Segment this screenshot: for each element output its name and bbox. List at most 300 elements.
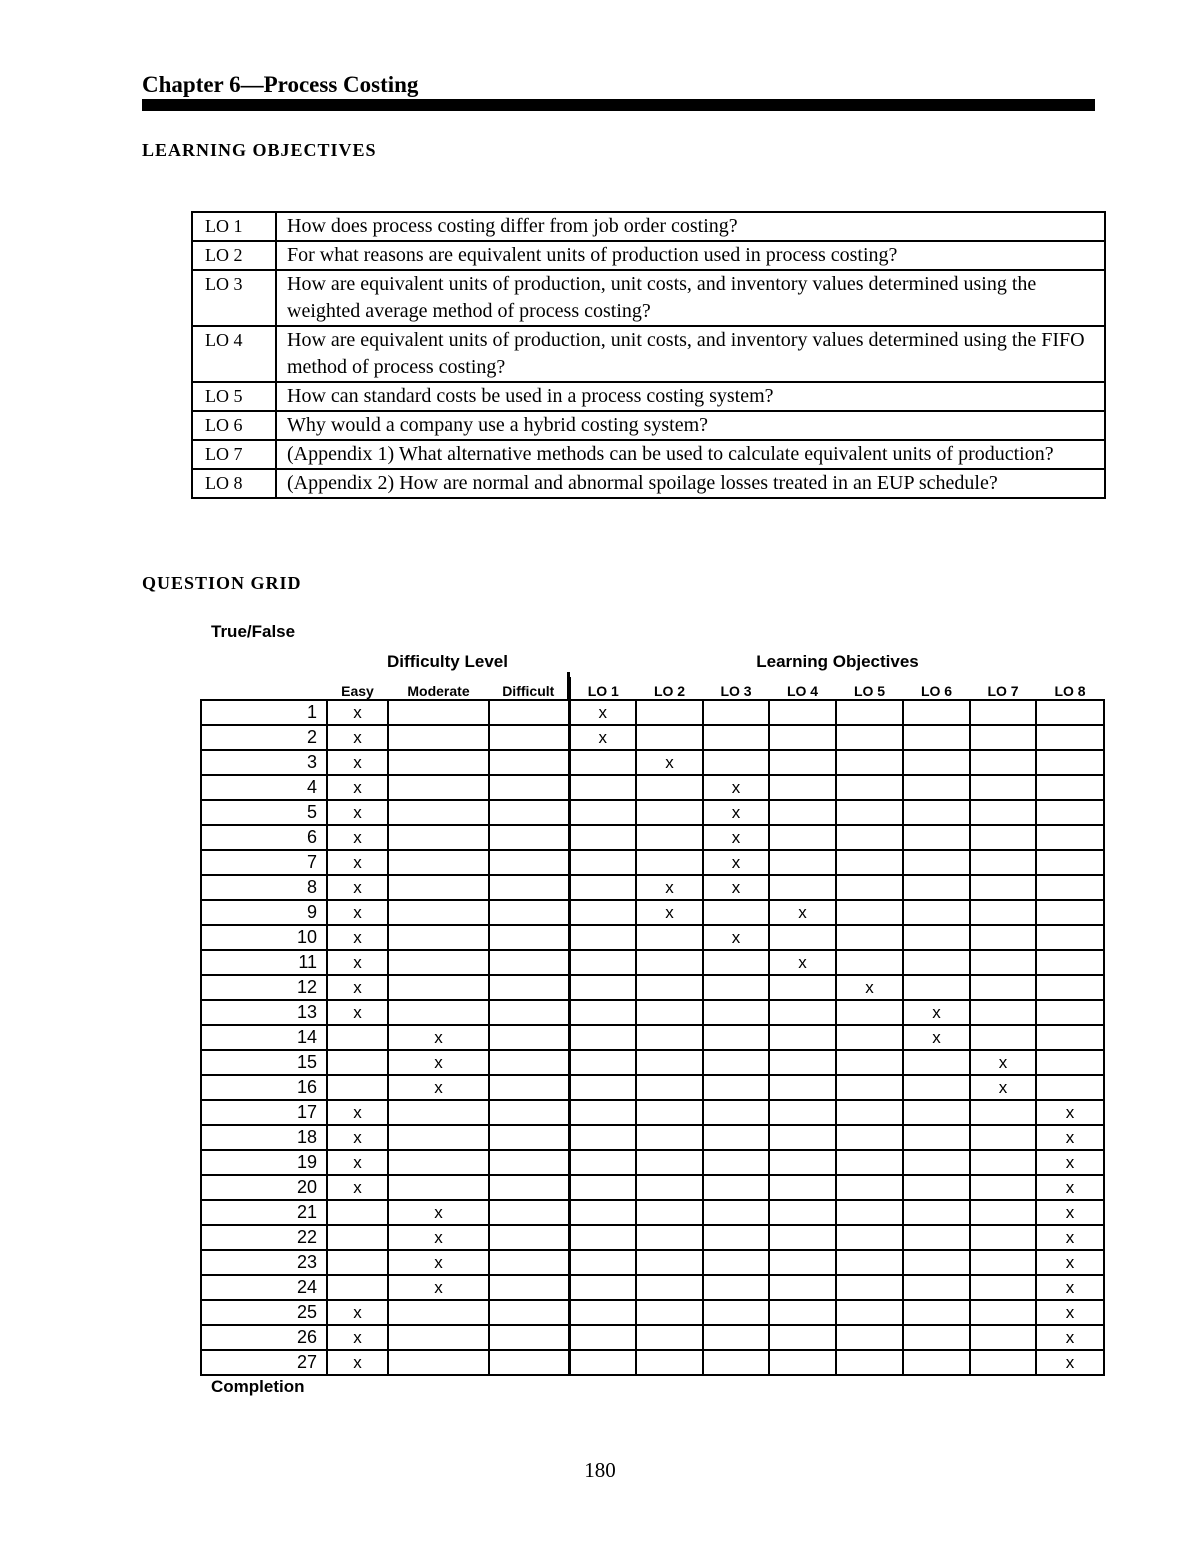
question-number: 12 <box>201 975 327 1000</box>
grid-column-header: LO 3 <box>720 683 752 699</box>
question-number: 18 <box>201 1125 327 1150</box>
lo-cell <box>836 1200 903 1225</box>
lo-cell <box>970 1150 1036 1175</box>
lo-cell <box>903 1125 970 1150</box>
lo-cell <box>703 950 769 975</box>
difficulty-level-label: Difficulty Level <box>387 652 508 671</box>
lo-row <box>192 440 1105 469</box>
question-grid-heading: QUESTION GRID <box>142 573 302 593</box>
lo-cell <box>703 1125 769 1150</box>
grid-column-header: Easy <box>341 683 374 699</box>
lo-cell <box>569 800 636 825</box>
difficulty-cell: x <box>388 1050 489 1075</box>
grid-column-header: Difficult <box>502 683 555 699</box>
question-number: 26 <box>201 1325 327 1350</box>
question-number: 2 <box>201 725 327 750</box>
lo-cell <box>903 1225 970 1250</box>
difficulty-cell: x <box>327 875 388 900</box>
difficulty-cell: x <box>388 1250 489 1275</box>
lo-cell: x <box>703 800 769 825</box>
lo-cell <box>636 1175 703 1200</box>
difficulty-cell <box>327 1225 388 1250</box>
difficulty-cell <box>489 800 569 825</box>
lo-cell <box>769 775 836 800</box>
lo-cell: x <box>636 900 703 925</box>
lo-cell <box>636 1075 703 1100</box>
lo-cell <box>1036 925 1104 950</box>
lo-cell: x <box>703 875 769 900</box>
true-false-heading: True/False <box>211 622 296 641</box>
difficulty-cell: x <box>388 1025 489 1050</box>
lo-cell <box>970 1175 1036 1200</box>
difficulty-cell <box>327 1250 388 1275</box>
lo-cell <box>836 800 903 825</box>
lo-cell <box>636 700 703 725</box>
difficulty-cell <box>489 1275 569 1300</box>
lo-cell <box>636 1025 703 1050</box>
lo-cell <box>636 825 703 850</box>
lo-cell: x <box>1036 1325 1104 1350</box>
lo-cell <box>636 1225 703 1250</box>
lo-cell <box>970 700 1036 725</box>
lo-cell <box>769 1075 836 1100</box>
lo-cell <box>769 925 836 950</box>
lo-cell <box>836 950 903 975</box>
lo-cell <box>769 750 836 775</box>
lo-cell: x <box>903 1025 970 1050</box>
lo-cell <box>569 1250 636 1275</box>
lo-cell <box>769 1275 836 1300</box>
lo-cell: x <box>1036 1250 1104 1275</box>
grid-row <box>201 775 1104 800</box>
lo-cell <box>903 950 970 975</box>
lo-cell <box>769 975 836 1000</box>
difficulty-cell: x <box>327 1000 388 1025</box>
lo-cell <box>703 1050 769 1075</box>
difficulty-cell <box>327 1050 388 1075</box>
lo-cell <box>769 700 836 725</box>
lo-cell <box>836 1100 903 1125</box>
lo-cell <box>1036 950 1104 975</box>
lo-cell <box>569 1100 636 1125</box>
lo-cell <box>569 1325 636 1350</box>
grid-row <box>201 1000 1104 1025</box>
lo-cell <box>769 1300 836 1325</box>
question-number: 14 <box>201 1025 327 1050</box>
lo-cell <box>836 875 903 900</box>
difficulty-cell <box>388 850 489 875</box>
lo-cell <box>970 1325 1036 1350</box>
lo-cell: x <box>569 725 636 750</box>
lo-cell <box>569 1175 636 1200</box>
page-number: 180 <box>584 1458 616 1482</box>
lo-cell <box>703 1350 769 1375</box>
lo-cell <box>970 925 1036 950</box>
lo-cell <box>769 1100 836 1125</box>
lo-cell <box>903 975 970 1000</box>
lo-cell: x <box>1036 1275 1104 1300</box>
difficulty-cell <box>388 1300 489 1325</box>
lo-cell: x <box>1036 1150 1104 1175</box>
difficulty-cell: x <box>327 725 388 750</box>
lo-code: LO 2 <box>192 241 276 270</box>
lo-cell <box>1036 825 1104 850</box>
grid-column-header: LO 8 <box>1054 683 1086 699</box>
lo-cell <box>769 875 836 900</box>
lo-cell <box>836 775 903 800</box>
lo-cell <box>769 1350 836 1375</box>
difficulty-cell: x <box>327 850 388 875</box>
lo-cell <box>903 1350 970 1375</box>
lo-cell <box>769 850 836 875</box>
lo-cell <box>836 1000 903 1025</box>
lo-cell <box>769 1150 836 1175</box>
lo-text: (Appendix 1) What alternative methods can be used to calculate equivalent units of production? <box>276 440 1105 469</box>
lo-cell: x <box>836 975 903 1000</box>
question-number: 16 <box>201 1075 327 1100</box>
lo-code: LO 4 <box>192 326 276 382</box>
lo-cell <box>636 1050 703 1075</box>
difficulty-cell: x <box>388 1200 489 1225</box>
lo-cell: x <box>703 775 769 800</box>
lo-cell <box>836 700 903 725</box>
lo-cell <box>703 1325 769 1350</box>
lo-cell <box>636 1250 703 1275</box>
lo-cell <box>836 1350 903 1375</box>
lo-cell <box>569 1200 636 1225</box>
lo-cell <box>903 1150 970 1175</box>
grid-row <box>201 1175 1104 1200</box>
lo-cell: x <box>1036 1225 1104 1250</box>
lo-cell: x <box>1036 1350 1104 1375</box>
lo-cell <box>636 1200 703 1225</box>
difficulty-cell <box>489 725 569 750</box>
question-number: 6 <box>201 825 327 850</box>
difficulty-cell <box>489 1300 569 1325</box>
grid-row <box>201 925 1104 950</box>
lo-cell <box>1036 850 1104 875</box>
difficulty-cell <box>489 875 569 900</box>
lo-cell <box>970 1000 1036 1025</box>
lo-cell <box>836 900 903 925</box>
grid-row <box>201 1275 1104 1300</box>
difficulty-cell: x <box>327 1300 388 1325</box>
lo-cell <box>1036 875 1104 900</box>
lo-cell <box>703 1100 769 1125</box>
lo-cell <box>903 1275 970 1300</box>
difficulty-cell <box>489 1150 569 1175</box>
lo-cell: x <box>569 700 636 725</box>
question-number: 19 <box>201 1150 327 1175</box>
lo-cell <box>769 800 836 825</box>
difficulty-cell <box>388 1125 489 1150</box>
difficulty-cell: x <box>327 925 388 950</box>
question-number: 25 <box>201 1300 327 1325</box>
lo-cell <box>970 1300 1036 1325</box>
lo-row <box>192 326 1105 382</box>
lo-cell <box>636 1275 703 1300</box>
difficulty-cell: x <box>327 750 388 775</box>
lo-cell <box>703 1000 769 1025</box>
question-number: 11 <box>201 950 327 975</box>
difficulty-cell <box>489 850 569 875</box>
grid-column-header: LO 6 <box>920 683 953 699</box>
lo-cell <box>970 800 1036 825</box>
difficulty-cell <box>388 750 489 775</box>
lo-cell <box>703 975 769 1000</box>
lo-cell <box>970 1275 1036 1300</box>
lo-cell <box>903 725 970 750</box>
difficulty-cell <box>489 1225 569 1250</box>
lo-cell <box>1036 775 1104 800</box>
lo-cell <box>903 900 970 925</box>
lo-code: LO 7 <box>192 440 276 469</box>
difficulty-cell <box>388 800 489 825</box>
grid-row <box>201 1125 1104 1150</box>
lo-cell <box>569 1150 636 1175</box>
difficulty-cell: x <box>327 900 388 925</box>
difficulty-cell: x <box>327 1350 388 1375</box>
lo-cell <box>903 775 970 800</box>
lo-cell <box>569 1275 636 1300</box>
lo-cell <box>703 900 769 925</box>
lo-cell <box>569 925 636 950</box>
question-number: 15 <box>201 1050 327 1075</box>
lo-code: LO 1 <box>192 212 276 241</box>
lo-cell <box>636 1150 703 1175</box>
difficulty-cell <box>489 750 569 775</box>
lo-cell <box>1036 1075 1104 1100</box>
lo-cell <box>569 750 636 775</box>
grid-row <box>201 1325 1104 1350</box>
lo-cell <box>703 1250 769 1275</box>
grid-column-header: LO 1 <box>569 677 636 700</box>
lo-cell <box>636 800 703 825</box>
difficulty-cell <box>327 1025 388 1050</box>
lo-cell <box>836 1150 903 1175</box>
difficulty-cell: x <box>327 975 388 1000</box>
difficulty-cell <box>327 1275 388 1300</box>
lo-cell <box>836 925 903 950</box>
lo-row <box>192 212 1105 241</box>
lo-cell: x <box>1036 1200 1104 1225</box>
question-number: 27 <box>201 1350 327 1375</box>
lo-cell <box>569 850 636 875</box>
grid-row <box>201 1300 1104 1325</box>
grid-row <box>201 850 1104 875</box>
lo-cell <box>569 1225 636 1250</box>
lo-cell <box>703 1200 769 1225</box>
grid-row <box>201 1050 1104 1075</box>
lo-cell <box>1036 900 1104 925</box>
lo-cell <box>569 1075 636 1100</box>
lo-cell: x <box>703 850 769 875</box>
lo-cell <box>836 1175 903 1200</box>
difficulty-cell: x <box>327 1125 388 1150</box>
grid-row <box>201 1075 1104 1100</box>
difficulty-cell <box>489 900 569 925</box>
lo-cell <box>836 1050 903 1075</box>
grid-column-header <box>201 677 327 700</box>
lo-cell <box>970 850 1036 875</box>
question-number: 5 <box>201 800 327 825</box>
difficulty-cell <box>489 1025 569 1050</box>
lo-text: How are equivalent units of production, unit costs, and inventory values determined using the weighted average method of process costing? <box>276 270 1105 326</box>
lo-cell: x <box>1036 1175 1104 1200</box>
lo-cell <box>703 700 769 725</box>
lo-text: How does process costing differ from job order costing? <box>276 212 1105 241</box>
lo-cell <box>636 1100 703 1125</box>
lo-cell <box>970 900 1036 925</box>
question-number: 21 <box>201 1200 327 1225</box>
lo-cell <box>703 1300 769 1325</box>
lo-cell <box>970 1250 1036 1275</box>
lo-cell <box>1036 725 1104 750</box>
difficulty-cell <box>489 1050 569 1075</box>
difficulty-cell <box>388 1150 489 1175</box>
difficulty-cell: x <box>388 1275 489 1300</box>
question-number: 10 <box>201 925 327 950</box>
lo-cell <box>903 925 970 950</box>
lo-cell <box>703 1025 769 1050</box>
lo-cell <box>636 1325 703 1350</box>
lo-cell: x <box>903 1000 970 1025</box>
lo-cell <box>903 1200 970 1225</box>
difficulty-cell: x <box>327 1150 388 1175</box>
lo-cell <box>836 1025 903 1050</box>
lo-cell <box>769 1175 836 1200</box>
difficulty-cell <box>489 1100 569 1125</box>
lo-code: LO 3 <box>192 270 276 326</box>
lo-cell <box>1036 800 1104 825</box>
difficulty-cell <box>489 1250 569 1275</box>
lo-cell <box>569 1050 636 1075</box>
difficulty-cell: x <box>327 800 388 825</box>
lo-text: For what reasons are equivalent units of production used in process costing? <box>276 241 1105 270</box>
grid-row <box>201 1350 1104 1375</box>
lo-cell: x <box>636 875 703 900</box>
lo-cell <box>836 1250 903 1275</box>
difficulty-cell <box>489 950 569 975</box>
lo-cell <box>903 875 970 900</box>
lo-cell <box>970 725 1036 750</box>
difficulty-cell <box>388 1000 489 1025</box>
lo-cell <box>703 1175 769 1200</box>
question-number: 22 <box>201 1225 327 1250</box>
lo-text: (Appendix 2) How are normal and abnormal spoilage losses treated in an EUP schedule? <box>276 469 1105 498</box>
grid-row <box>201 950 1104 975</box>
lo-cell <box>836 725 903 750</box>
lo-row <box>192 241 1105 270</box>
lo-cell <box>1036 1050 1104 1075</box>
learning-objectives-heading: LEARNING OBJECTIVES <box>142 140 377 160</box>
difficulty-cell: x <box>327 1100 388 1125</box>
lo-cell <box>903 1250 970 1275</box>
difficulty-cell <box>489 925 569 950</box>
lo-cell <box>769 1200 836 1225</box>
difficulty-cell <box>489 1200 569 1225</box>
lo-cell <box>569 975 636 1000</box>
difficulty-cell <box>489 1175 569 1200</box>
question-number: 20 <box>201 1175 327 1200</box>
lo-cell <box>903 1050 970 1075</box>
lo-cell <box>569 1000 636 1025</box>
lo-cell <box>569 950 636 975</box>
lo-cell <box>970 750 1036 775</box>
lo-cell: x <box>1036 1100 1104 1125</box>
difficulty-cell <box>489 1350 569 1375</box>
lo-code: LO 5 <box>192 382 276 411</box>
lo-cell: x <box>970 1075 1036 1100</box>
difficulty-cell <box>388 700 489 725</box>
lo-cell <box>970 975 1036 1000</box>
lo-cell <box>769 1125 836 1150</box>
lo-cell <box>903 1325 970 1350</box>
lo-cell <box>903 750 970 775</box>
lo-cell <box>636 1300 703 1325</box>
difficulty-cell: x <box>327 1175 388 1200</box>
lo-code: LO 6 <box>192 411 276 440</box>
difficulty-cell: x <box>327 825 388 850</box>
lo-cell: x <box>769 950 836 975</box>
chapter-title: Chapter 6—Process Costing <box>142 72 419 97</box>
lo-cell <box>903 1075 970 1100</box>
lo-cell <box>970 1225 1036 1250</box>
lo-cell <box>970 1100 1036 1125</box>
lo-cell: x <box>1036 1125 1104 1150</box>
lo-cell <box>703 1075 769 1100</box>
lo-cell <box>1036 750 1104 775</box>
lo-row <box>192 382 1105 411</box>
difficulty-cell <box>489 1075 569 1100</box>
lo-cell <box>1036 700 1104 725</box>
lo-cell <box>569 1125 636 1150</box>
grid-row <box>201 1250 1104 1275</box>
difficulty-cell <box>388 950 489 975</box>
grid-row <box>201 825 1104 850</box>
lo-cell <box>836 1225 903 1250</box>
difficulty-cell <box>489 1325 569 1350</box>
learning-objectives-group-label: Learning Objectives <box>756 652 919 671</box>
lo-cell <box>970 1025 1036 1050</box>
grid-column-header: LO 2 <box>653 683 686 699</box>
difficulty-cell <box>388 775 489 800</box>
lo-text: How are equivalent units of production, unit costs, and inventory values determined using the FIFO method of process costing? <box>276 326 1105 382</box>
question-number: 24 <box>201 1275 327 1300</box>
lo-text: Why would a company use a hybrid costing system? <box>276 411 1105 440</box>
lo-cell <box>769 1000 836 1025</box>
lo-cell <box>836 1125 903 1150</box>
difficulty-cell: x <box>327 775 388 800</box>
lo-cell: x <box>703 925 769 950</box>
grid-row <box>201 725 1104 750</box>
grid-column-header: LO 7 <box>987 683 1019 699</box>
lo-text: How can standard costs be used in a process costing system? <box>276 382 1105 411</box>
lo-cell <box>1036 1025 1104 1050</box>
lo-cell <box>970 1125 1036 1150</box>
difficulty-cell: x <box>327 700 388 725</box>
lo-cell <box>1036 975 1104 1000</box>
difficulty-cell <box>489 1125 569 1150</box>
lo-cell <box>903 1100 970 1125</box>
lo-cell <box>703 750 769 775</box>
difficulty-cell <box>388 975 489 1000</box>
lo-cell <box>769 1325 836 1350</box>
difficulty-cell <box>388 1350 489 1375</box>
difficulty-cell: x <box>388 1075 489 1100</box>
difficulty-cell <box>489 1000 569 1025</box>
lo-row <box>192 411 1105 440</box>
